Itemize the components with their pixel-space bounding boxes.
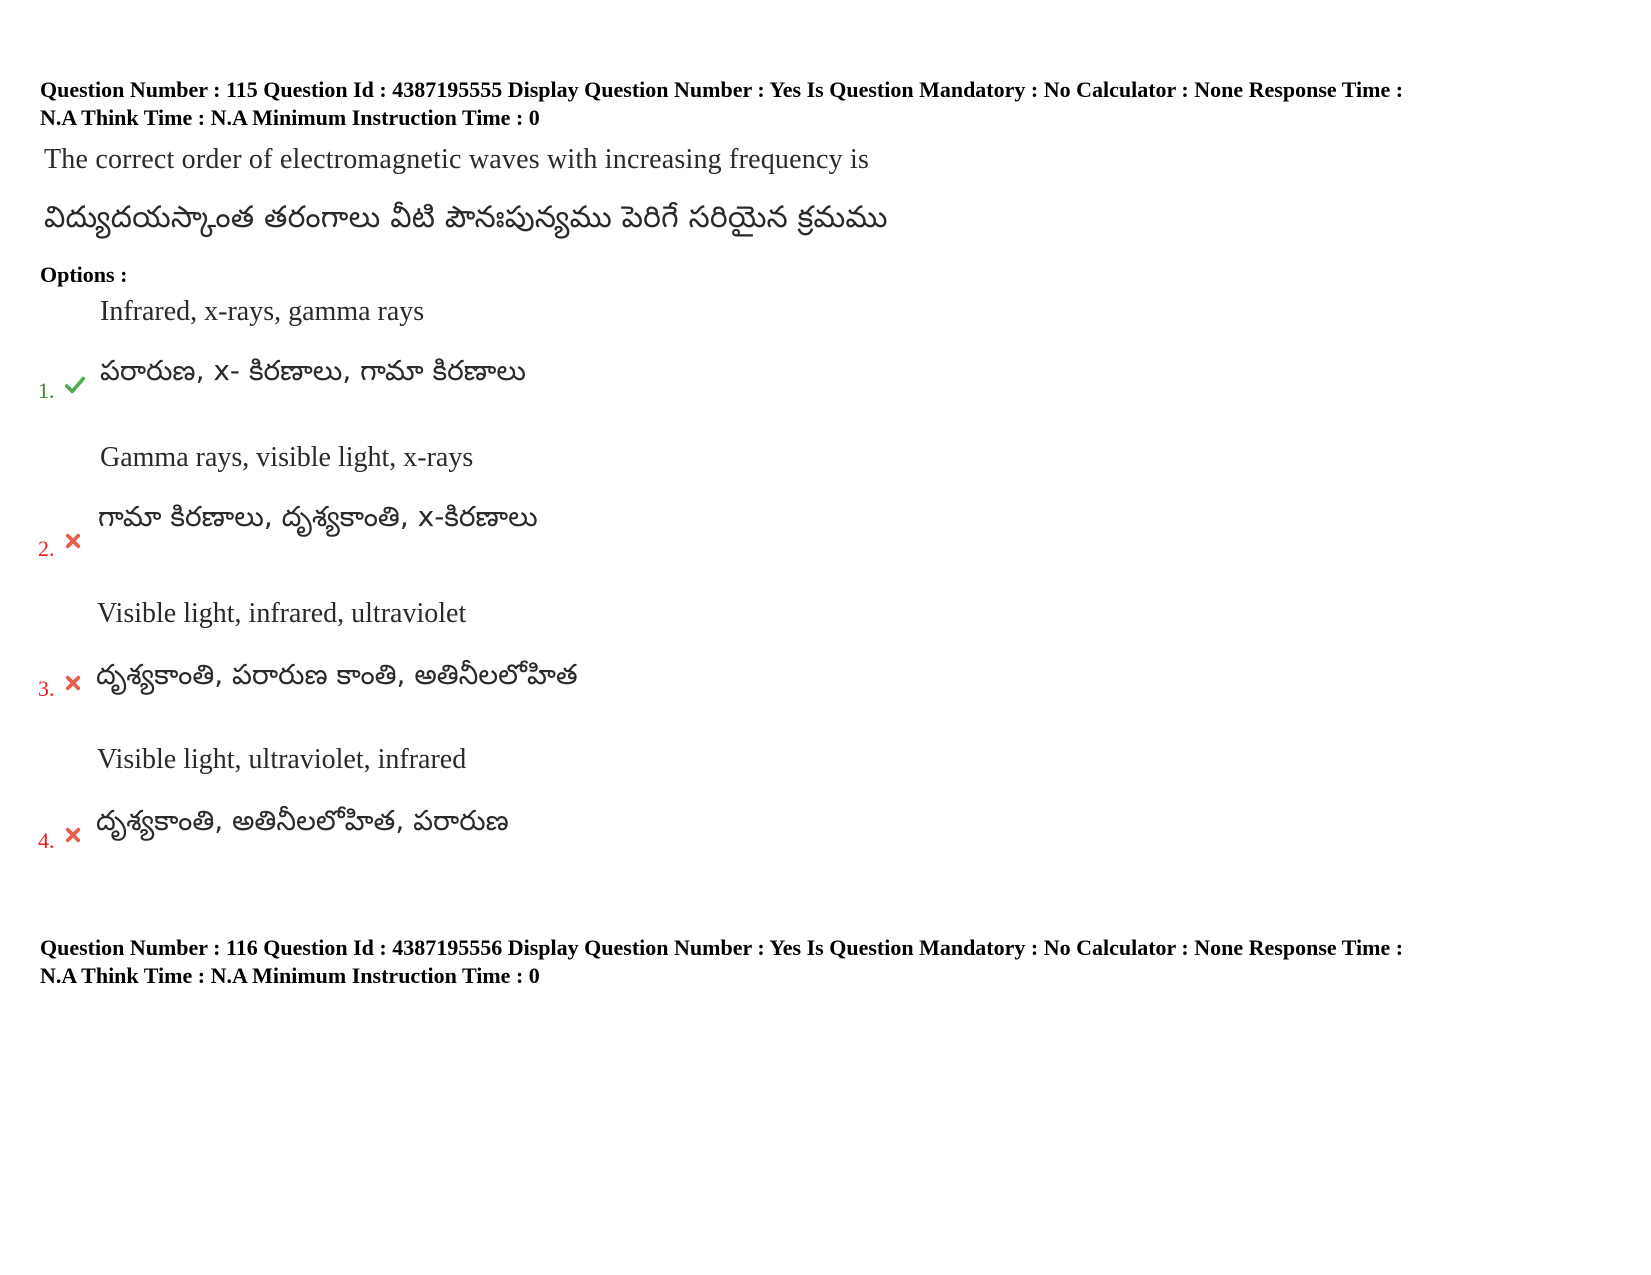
question-115-meta-line-2: N.A Think Time : N.A Minimum Instruction Time : 0 — [40, 105, 540, 130]
question-115-metadata — [40, 76, 1620, 132]
option-2-text-telugu: గామా కిరణాలు, దృశ్యకాంతి, x-కిరణాలు — [98, 500, 538, 533]
option-1-text-telugu: పరారుణ, x- కిరణాలు, గామా కిరణాలు — [100, 354, 526, 387]
option-3-number: 3. — [38, 676, 55, 701]
cross-icon — [64, 826, 82, 844]
question-116-meta-line-2: N.A Think Time : N.A Minimum Instruction Time : 0 — [40, 963, 540, 988]
option-2-number: 2. — [38, 536, 55, 561]
cross-icon — [64, 674, 82, 692]
question-116-meta-line-1: Question Number : 116 Question Id : 4387195556 Display Question Number : Yes Is Question Mandatory : No Calculator : None Response Time : — [40, 935, 1404, 960]
question-116-metadata — [40, 934, 1620, 990]
option-4-number: 4. — [38, 828, 55, 853]
option-3-text-telugu: దృశ్యకాంతి, పరారుణ కాంతి, అతినీలలోహిత — [96, 658, 578, 691]
option-4-text-telugu: దృశ్యకాంతి, అతినీలలోహిత, పరారుణ — [96, 804, 509, 837]
options-label: Options : — [40, 262, 128, 287]
option-1-number: 1. — [38, 378, 55, 403]
option-3-text-english: Visible light, infrared, ultraviolet — [97, 598, 467, 629]
option-4-text-english: Visible light, ultraviolet, infrared — [97, 744, 467, 775]
question-115-meta-line-1: Question Number : 115 Question Id : 4387195555 Display Question Number : Yes Is Question Mandatory : No Calculator : None Response Time : — [40, 77, 1404, 102]
option-2-text-english: Gamma rays, visible light, x-rays — [100, 442, 474, 473]
cross-icon — [64, 532, 82, 550]
question-text-telugu: విద్యుదయస్కాంత తరంగాలు వీటి పౌనఃపున్యము పెరిగే సరియైన క్రమము — [44, 200, 888, 235]
question-text-english: The correct order of electromagnetic waves with increasing frequency is — [44, 144, 870, 175]
option-1-text-english: Infrared, x-rays, gamma rays — [100, 296, 425, 327]
check-icon — [64, 374, 86, 396]
